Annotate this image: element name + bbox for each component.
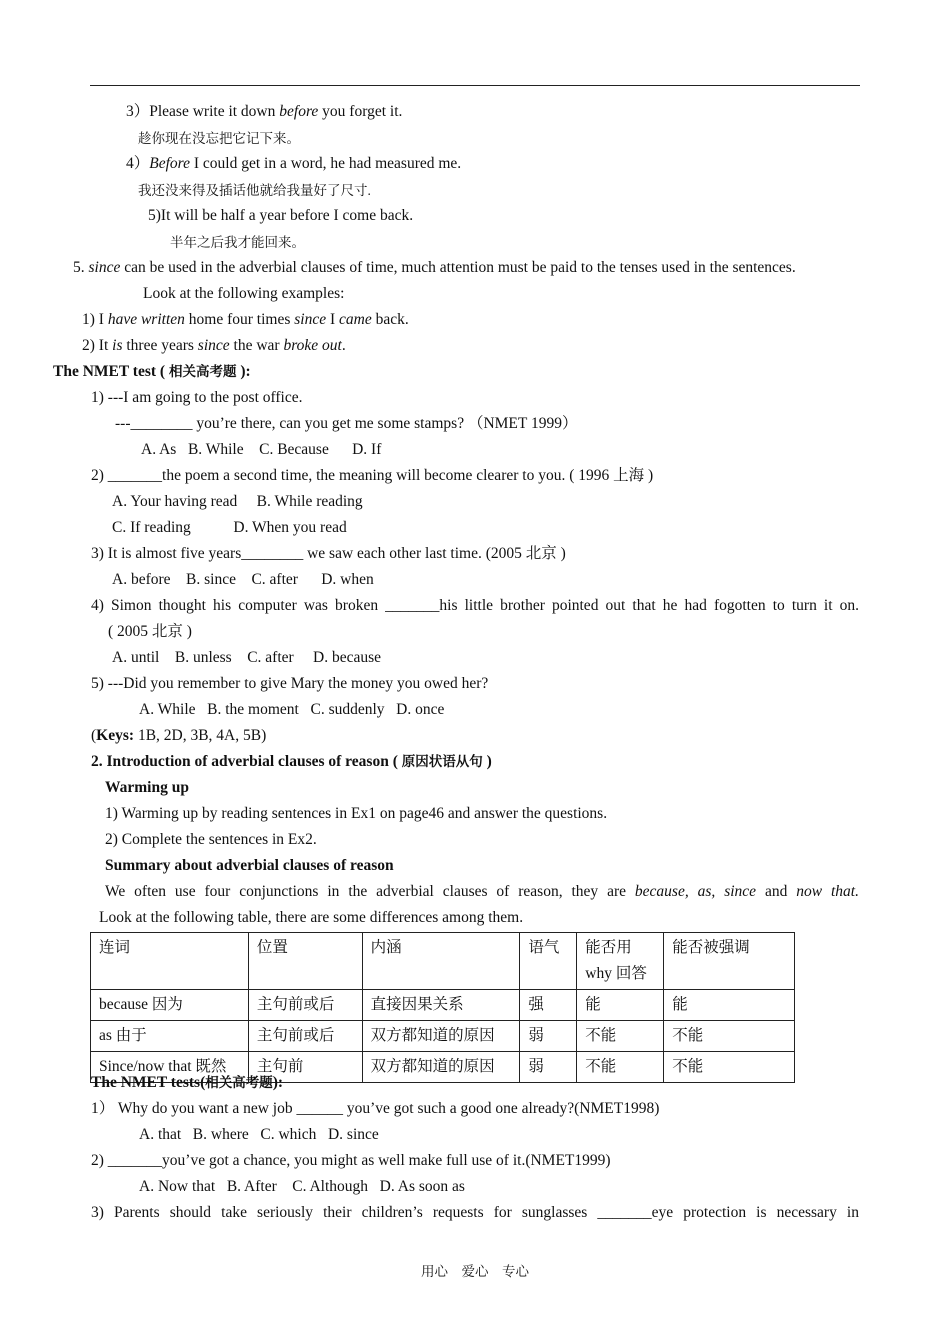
since-example-2: 2) It is three years since the war broke out. [82,337,346,354]
nmet-q2-options-2: C. If reading D. When you read [112,519,347,536]
nmet2-q2-options: A. Now that B. After C. Although D. As soon as [139,1178,465,1195]
table-cell: 强 [520,990,577,1021]
table-cell: 能 [664,990,795,1021]
table-cell: 不能 [577,1052,664,1083]
nmet-q3: 3) It is almost five years________ we saw each other last time. (2005 北京 ) [91,545,566,562]
table-cell: 主句前或后 [248,1021,362,1052]
since-example-1: 1) I have written home four times since I came back. [82,311,409,328]
warming-up-heading: Warming up [105,779,189,796]
table-cell: Since/now that 既然 [91,1052,249,1083]
table-row [91,990,795,1021]
table-cell: 不能 [664,1021,795,1052]
table-cell: because 因为 [91,990,249,1021]
warming-item-2: 2) Complete the sentences in Ex2. [105,831,317,848]
example-3-translation: 趁你现在没忘把它记下来。 [138,131,300,146]
warming-item-1: 1) Warming up by reading sentences in Ex1 on page46 and answer the questions. [105,805,608,822]
header-rule [90,85,860,86]
conjunction-table [90,932,795,1083]
nmet-q2: 2) _______the poem a second time, the meaning will become clearer to you. ( 1996 上海 ) [91,467,654,484]
table-cell: 不能 [577,1021,664,1052]
table-cell: 能 [577,990,664,1021]
table-header-cell: 能否被强调 [664,933,795,990]
summary-heading: Summary about adverbial clauses of reason [105,857,394,874]
since-note: 5. since can be used in the adverbial clauses of time, much attention must be paid to the tenses used in the sentences. [73,259,796,276]
nmet2-q2: 2) _______you’ve got a chance, you might as well make full use of it.(NMET1999) [91,1152,611,1169]
nmet-q2-options-1: A. Your having read B. While reading [112,493,363,510]
nmet-q4-options: A. until B. unless C. after D. because [112,649,382,666]
nmet2-q1: 1） Why do you want a new job ______ you’ve got such a good one already?(NMET1998) [91,1100,660,1117]
example-4-translation: 我还没来得及插话他就给我量好了尺寸. [138,183,371,198]
nmet2-q3: 3) Parents should take seriously their children’s requests for sunglasses _______eye protection is necessary in [91,1204,859,1221]
nmet-q4: 4) Simon thought his computer was broken _______his little brother pointed out that he had fogotten to turn it on. [91,597,859,614]
example-5: 5)It will be half a year before I come back. [148,207,414,224]
example-3: 3）Please write it down before you forget it. [126,103,403,120]
table-cell: 弱 [520,1052,577,1083]
example-5-translation: 半年之后我才能回来。 [170,235,305,250]
nmet-q1-options: A. As B. While C. Because D. If [141,441,382,458]
since-look: Look at the following examples: [143,285,345,302]
nmet2-heading: The NMET tests(相关高考题): [91,1074,284,1091]
table-cell: 双方都知道的原因 [362,1021,520,1052]
table-header-row [91,933,795,990]
nmet-q5: 5) ---Did you remember to give Mary the money you owed her? [91,675,489,692]
table-header-cell: 连词 [91,933,249,990]
page-footer: 用心 爱心 专心 [421,1264,529,1279]
nmet-q1: 1) ---I am going to the post office. [91,389,303,406]
table-row [91,1021,795,1052]
table-header-cell: 内涵 [362,933,520,990]
table-cell: 弱 [520,1021,577,1052]
nmet2-q1-options: A. that B. where C. which D. since [139,1126,379,1143]
summary-paragraph-2: Look at the following table, there are some differences among them. [99,909,524,926]
table-cell: as 由于 [91,1021,249,1052]
table-cell: 直接因果关系 [362,990,520,1021]
nmet-q5-options: A. While B. the moment C. suddenly D. once [139,701,445,718]
table-cell: 不能 [664,1052,795,1083]
table-cell: 主句前 [248,1052,362,1083]
nmet-heading: The NMET test ( 相关高考题 ): [53,363,251,380]
table-header-cell: 语气 [520,933,577,990]
table-cell: 双方都知道的原因 [362,1052,520,1083]
nmet-q1-line2: ---________ you’re there, can you get me some stamps? （NMET 1999） [115,415,578,432]
summary-paragraph: We often use four conjunctions in the adverbial clauses of reason, they are because, as, since and now that. [105,883,859,900]
nmet-q3-options: A. before B. since C. after D. when [112,571,374,588]
nmet-q4-line2: ( 2005 北京 ) [108,623,192,640]
table-header-cell: 能否用 why 回答 [577,933,664,990]
reason-heading: 2. Introduction of adverbial clauses of reason ( 原因状语从句 ) [91,753,492,770]
example-4: 4）Before I could get in a word, he had measured me. [126,155,462,172]
table-cell: 主句前或后 [248,990,362,1021]
table-header-cell: 位置 [248,933,362,990]
nmet-keys: (Keys: 1B, 2D, 3B, 4A, 5B) [91,727,267,744]
